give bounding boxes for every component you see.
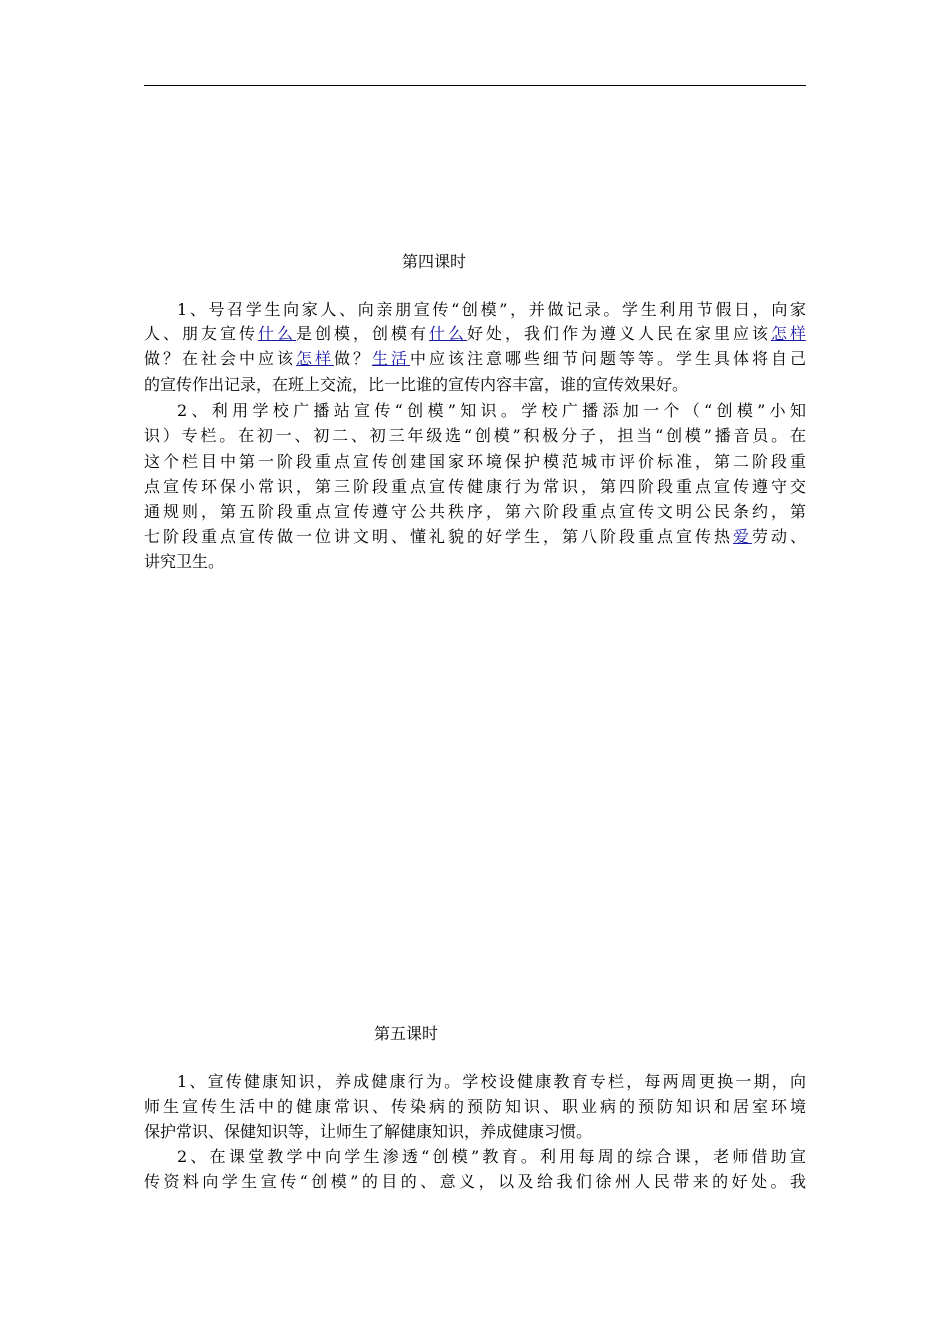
text-line: 点宣传环保小常识，第三阶段重点宣传健康行为常识，第四阶段重点宣传遵守交 (144, 477, 806, 496)
text-line (144, 527, 806, 547)
text-span: 做？ (333, 349, 372, 368)
text-line: 传资料向学生宣传“创模”的目的、意义，以及给我们徐州人民带来的好处。我 (144, 1172, 806, 1191)
text-span: 中应该注意哪些细节问题等等。学生具体将自己 (409, 349, 806, 368)
text-line: 的宣传作出记录，在班上交流，比一比谁的宣传内容丰富，谁的宣传效果好。 (144, 375, 689, 394)
text-line: 这个栏目中第一阶段重点宣传创建国家环境保护模范城市评价标准，第二阶段重 (144, 452, 806, 471)
lesson4-heading: 第四课时 (402, 252, 467, 271)
text-line (144, 349, 806, 369)
link-shenme[interactable]: 什么 (257, 324, 296, 343)
text-line: 讲究卫生。 (144, 552, 225, 571)
text-line: 师生宣传生活中的健康常识、传染病的预防知识、职业病的预防知识和居室环境 (144, 1097, 806, 1116)
link-ai[interactable]: 爱 (732, 527, 752, 546)
text-span: 好处，我们作为遵义人民在家里应该 (466, 324, 771, 343)
text-line: 1、宣传健康知识，养成健康行为。学校设健康教育专栏，每两周更换一期，向 (177, 1072, 806, 1091)
text-span: 是创模，创模有 (295, 324, 429, 343)
link-zenyang[interactable]: 怎样 (770, 324, 806, 343)
text-line: 通规则，第五阶段重点宣传遵守公共秩序，第六阶段重点宣传文明公民条约，第 (144, 502, 806, 521)
text-span: 劳动、 (751, 527, 806, 546)
text-span: 做？在社会中应该 (144, 349, 296, 368)
text-line: 2、利用学校广播站宣传“创模”知识。学校广播添加一个（“创模”小知 (177, 401, 806, 420)
text-span: 人、朋友宣传 (144, 324, 258, 343)
text-span: 七阶段重点宣传做一位讲文明、懂礼貌的好学生，第八阶段重点宣传热 (144, 527, 733, 546)
link-shenghuo[interactable]: 生活 (371, 349, 410, 368)
text-line (144, 324, 806, 344)
lesson5-heading: 第五课时 (374, 1024, 439, 1043)
text-line: 保护常识、保健知识等，让师生了解健康知识，养成健康习惯。 (144, 1122, 593, 1141)
header-rule (144, 85, 806, 86)
link-zenyang[interactable]: 怎样 (295, 349, 334, 368)
text-line: 1、号召学生向家人、向亲朋宣传“创模”，并做记录。学生利用节假日，向家 (177, 300, 806, 319)
link-shenme[interactable]: 什么 (428, 324, 467, 343)
text-line: 识）专栏。在初一、初二、初三年级选“创模”积极分子，担当“创模”播音员。在 (144, 426, 806, 445)
text-line: 2、在课堂教学中向学生渗透“创模”教育。利用每周的综合课，老师借助宣 (177, 1147, 806, 1166)
